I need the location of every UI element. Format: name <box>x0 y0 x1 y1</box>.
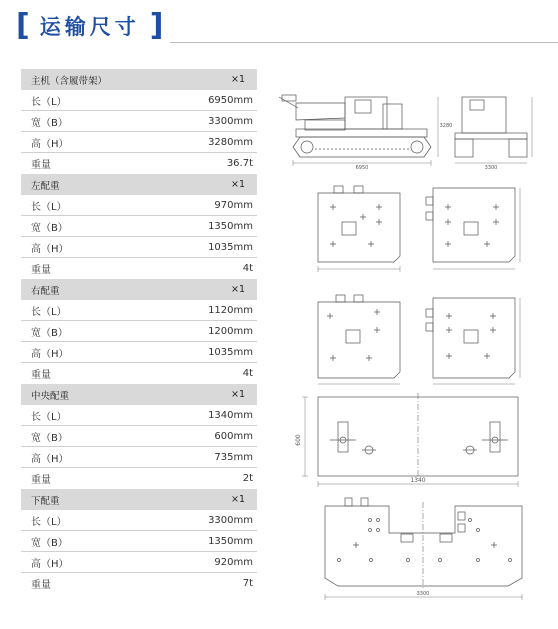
spec-label: 重量 <box>31 580 51 591</box>
spec-value: 7t <box>242 578 253 589</box>
center-counterweight-drawing <box>302 393 518 487</box>
spec-value: 1340mm <box>208 409 253 421</box>
spec-value: 6950mm <box>208 94 253 106</box>
main-front-width-dim: 3300 <box>484 165 498 171</box>
spec-label: 长（L） <box>31 201 67 213</box>
spec-label: 高（H） <box>31 243 69 255</box>
spec-label: 宽（B） <box>31 117 68 129</box>
spec-label: 宽（B） <box>31 222 68 234</box>
spec-label: 长（L） <box>31 96 67 108</box>
spec-label: 高（H） <box>31 558 69 570</box>
main-side-length-dim: 6950 <box>355 165 369 171</box>
spec-value: 1350mm <box>208 535 253 547</box>
left-counterweight-drawing <box>318 186 520 272</box>
spec-label: 重量 <box>31 160 51 171</box>
spec-label: 宽（B） <box>31 432 68 444</box>
spec-value: 2t <box>242 473 253 484</box>
group-name: 下配重 <box>31 495 60 507</box>
spec-value: 1200mm <box>208 325 253 337</box>
spec-label: 高（H） <box>31 348 69 360</box>
page-title: 运输尺寸 <box>39 15 140 39</box>
spec-label: 重量 <box>31 370 51 381</box>
center-length-dim: 1340 <box>410 477 426 484</box>
title-bracket-open: [ <box>16 8 30 43</box>
spec-label: 重量 <box>31 265 51 276</box>
group-qty: ×1 <box>230 389 245 400</box>
spec-value: 4t <box>242 368 253 379</box>
spec-value: 36.7t <box>226 158 253 169</box>
spec-value: 4t <box>242 263 253 274</box>
group-qty: ×1 <box>230 494 245 505</box>
group-name: 中央配重 <box>31 390 70 402</box>
center-height-dim: 600 <box>295 434 302 446</box>
right-counterweight-drawing <box>318 295 520 384</box>
spec-label: 长（L） <box>31 516 67 528</box>
spec-value: 1035mm <box>208 241 253 253</box>
spec-label: 高（H） <box>31 453 69 465</box>
spec-value: 1350mm <box>208 220 253 232</box>
spec-value: 600mm <box>214 430 253 442</box>
main-height-dim: 3280 <box>439 123 453 129</box>
main-unit-front-view-drawing <box>455 97 532 163</box>
group-qty: ×1 <box>230 284 245 295</box>
spec-value: 3300mm <box>208 514 253 526</box>
spec-value: 970mm <box>214 199 253 211</box>
spec-label: 长（L） <box>31 306 67 318</box>
spec-label: 宽（B） <box>31 327 68 339</box>
spec-label: 长（L） <box>31 411 67 423</box>
lower-counterweight-drawing <box>325 498 522 600</box>
lower-length-dim: 3300 <box>416 591 430 597</box>
spec-label: 重量 <box>31 475 51 486</box>
group-name: 左配重 <box>31 180 60 192</box>
spec-label: 宽（B） <box>31 537 68 549</box>
group-qty: ×1 <box>230 74 245 85</box>
spec-value: 1035mm <box>208 346 253 358</box>
spec-value: 1120mm <box>208 304 253 316</box>
spec-value: 3280mm <box>208 136 253 148</box>
spec-label: 高（H） <box>31 138 69 150</box>
spec-value: 735mm <box>214 451 253 463</box>
spec-value: 920mm <box>214 556 253 568</box>
group-qty: ×1 <box>230 179 245 190</box>
group-name: 主机（含履带架） <box>31 75 108 87</box>
group-name: 右配重 <box>31 285 60 297</box>
main-unit-side-view-drawing <box>279 95 438 166</box>
title-bracket-close: ] <box>149 8 164 43</box>
spec-value: 3300mm <box>208 115 253 127</box>
